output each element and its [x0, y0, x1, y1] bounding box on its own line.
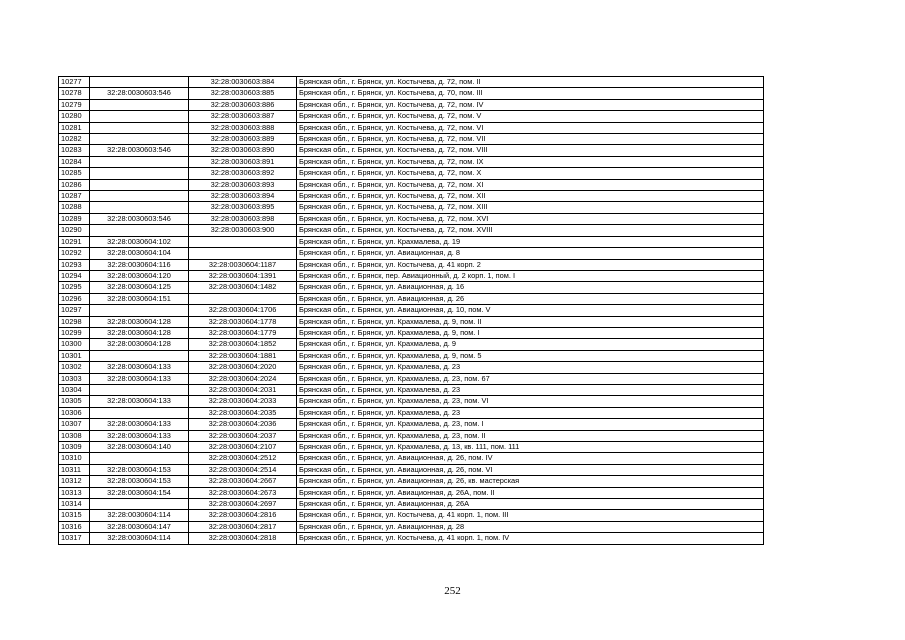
object-cadastral-number-cell: 32:28:0030604:2817	[189, 521, 297, 532]
cadastral-number-cell	[90, 111, 189, 122]
object-cadastral-number-cell: 32:28:0030604:2031	[189, 384, 297, 395]
cadastral-number-cell: 32:28:0030603:546	[90, 213, 189, 224]
table-row	[59, 88, 764, 99]
cadastral-number-cell: 32:28:0030604:116	[90, 259, 189, 270]
table-row	[59, 202, 764, 213]
object-cadastral-number-cell: 32:28:0030604:1187	[189, 259, 297, 270]
cadastral-number-cell: 32:28:0030604:114	[90, 510, 189, 521]
page-number: 252	[444, 585, 461, 597]
row-number-cell: 10302	[59, 362, 90, 373]
address-cell: Брянская обл., г. Брянск, ул. Крахмалева, д. 23	[297, 384, 764, 395]
object-cadastral-number-cell: 32:28:0030603:884	[189, 77, 297, 88]
row-number-cell: 10293	[59, 259, 90, 270]
row-number-cell: 10285	[59, 168, 90, 179]
row-number-cell: 10279	[59, 99, 90, 110]
cadastral-number-cell: 32:28:0030604:147	[90, 521, 189, 532]
row-number-cell: 10291	[59, 236, 90, 247]
cadastral-number-cell: 32:28:0030604:151	[90, 293, 189, 304]
object-cadastral-number-cell: 32:28:0030603:900	[189, 225, 297, 236]
cadastral-number-cell	[90, 350, 189, 361]
table-row	[59, 77, 764, 88]
address-cell: Брянская обл., г. Брянск, ул. Костычева, д. 72, пом. XVIII	[297, 225, 764, 236]
row-number-cell: 10295	[59, 282, 90, 293]
address-cell: Брянская обл., г. Брянск, ул. Авиационная, д. 28	[297, 521, 764, 532]
row-number-cell: 10298	[59, 316, 90, 327]
row-number-cell: 10294	[59, 270, 90, 281]
object-cadastral-number-cell: 32:28:0030604:2816	[189, 510, 297, 521]
object-cadastral-number-cell: 32:28:0030604:1852	[189, 339, 297, 350]
table-row	[59, 111, 764, 122]
object-cadastral-number-cell: 32:28:0030604:1482	[189, 282, 297, 293]
row-number-cell: 10287	[59, 191, 90, 202]
table-row	[59, 316, 764, 327]
address-cell: Брянская обл., г. Брянск, ул. Крахмалева, д. 23	[297, 362, 764, 373]
object-cadastral-number-cell: 32:28:0030604:1778	[189, 316, 297, 327]
cadastral-number-cell: 32:28:0030604:128	[90, 327, 189, 338]
table-row	[59, 339, 764, 350]
address-cell: Брянская обл., г. Брянск, ул. Костычева, д. 72, пом. VI	[297, 122, 764, 133]
address-cell: Брянская обл., г. Брянск, ул. Крахмалева, д. 9, пом. II	[297, 316, 764, 327]
table-row	[59, 213, 764, 224]
address-cell: Брянская обл., г. Брянск, ул. Авиационная, д. 8	[297, 248, 764, 259]
row-number-cell: 10316	[59, 521, 90, 532]
row-number-cell: 10277	[59, 77, 90, 88]
table-row	[59, 476, 764, 487]
object-cadastral-number-cell: 32:28:0030603:887	[189, 111, 297, 122]
table-row	[59, 293, 764, 304]
object-cadastral-number-cell: 32:28:0030604:2036	[189, 419, 297, 430]
table-row	[59, 122, 764, 133]
object-cadastral-number-cell: 32:28:0030603:895	[189, 202, 297, 213]
address-cell: Брянская обл., г. Брянск, ул. Костычева, д. 72, пом. VII	[297, 134, 764, 145]
cadastral-number-cell: 32:28:0030604:114	[90, 533, 189, 544]
row-number-cell: 10292	[59, 248, 90, 259]
object-cadastral-number-cell: 32:28:0030603:886	[189, 99, 297, 110]
address-cell: Брянская обл., г. Брянск, ул. Крахмалева, д. 23, пом. II	[297, 430, 764, 441]
cadastral-number-cell: 32:28:0030604:104	[90, 248, 189, 259]
address-cell: Брянская обл., г. Брянск, ул. Крахмалева, д. 23, пом. VI	[297, 396, 764, 407]
object-cadastral-number-cell: 32:28:0030603:891	[189, 156, 297, 167]
table-row	[59, 442, 764, 453]
cadastral-number-cell: 32:28:0030604:153	[90, 464, 189, 475]
address-cell: Брянская обл., г. Брянск, ул. Крахмалева, д. 23	[297, 407, 764, 418]
address-cell: Брянская обл., г. Брянск, ул. Крахмалева, д. 9, пом. I	[297, 327, 764, 338]
address-cell: Брянская обл., г. Брянск, ул. Авиационная, д. 26А, пом. II	[297, 487, 764, 498]
row-number-cell: 10315	[59, 510, 90, 521]
object-cadastral-number-cell	[189, 236, 297, 247]
row-number-cell: 10305	[59, 396, 90, 407]
row-number-cell: 10307	[59, 419, 90, 430]
object-cadastral-number-cell: 32:28:0030604:2697	[189, 499, 297, 510]
table-row	[59, 384, 764, 395]
cadastral-number-cell	[90, 225, 189, 236]
address-cell: Брянская обл., г. Брянск, ул. Костычева, д. 72, пом. XII	[297, 191, 764, 202]
address-cell: Брянская обл., г. Брянск, ул. Крахмалева, д. 13, кв. 111, пом. 111	[297, 442, 764, 453]
row-number-cell: 10299	[59, 327, 90, 338]
address-cell: Брянская обл., г. Брянск, ул. Авиационная, д. 10, пом. V	[297, 305, 764, 316]
row-number-cell: 10278	[59, 88, 90, 99]
registry-table	[58, 76, 764, 545]
address-cell: Брянская обл., г. Брянск, ул. Костычева, д. 72, пом. XIII	[297, 202, 764, 213]
cadastral-number-cell: 32:28:0030604:133	[90, 373, 189, 384]
cadastral-number-cell	[90, 384, 189, 395]
object-cadastral-number-cell: 32:28:0030603:892	[189, 168, 297, 179]
cadastral-number-cell	[90, 305, 189, 316]
row-number-cell: 10311	[59, 464, 90, 475]
object-cadastral-number-cell: 32:28:0030604:1881	[189, 350, 297, 361]
address-cell: Брянская обл., г. Брянск, ул. Костычева, д. 41 корп. 2	[297, 259, 764, 270]
row-number-cell: 10314	[59, 499, 90, 510]
cadastral-number-cell: 32:28:0030604:153	[90, 476, 189, 487]
row-number-cell: 10304	[59, 384, 90, 395]
address-cell: Брянская обл., г. Брянск, ул. Костычева, д. 72, пом. II	[297, 77, 764, 88]
cadastral-number-cell: 32:28:0030604:140	[90, 442, 189, 453]
address-cell: Брянская обл., г. Брянск, ул. Крахмалева, д. 19	[297, 236, 764, 247]
cadastral-number-cell: 32:28:0030604:133	[90, 430, 189, 441]
cadastral-number-cell: 32:28:0030604:120	[90, 270, 189, 281]
address-cell: Брянская обл., г. Брянск, ул. Костычева, д. 41 корп. 1, пом. III	[297, 510, 764, 521]
table-row	[59, 248, 764, 259]
cadastral-number-cell: 32:28:0030604:133	[90, 362, 189, 373]
table-row	[59, 236, 764, 247]
registry-table-body	[59, 77, 764, 545]
row-number-cell: 10286	[59, 179, 90, 190]
table-row	[59, 430, 764, 441]
cadastral-number-cell	[90, 99, 189, 110]
row-number-cell: 10300	[59, 339, 90, 350]
cadastral-number-cell	[90, 453, 189, 464]
address-cell: Брянская обл., г. Брянск, ул. Костычева, д. 72, пом. XI	[297, 179, 764, 190]
cadastral-number-cell: 32:28:0030604:154	[90, 487, 189, 498]
cadastral-number-cell	[90, 499, 189, 510]
row-number-cell: 10288	[59, 202, 90, 213]
table-row	[59, 179, 764, 190]
address-cell: Брянская обл., г. Брянск, ул. Авиационная, д. 16	[297, 282, 764, 293]
address-cell: Брянская обл., г. Брянск, ул. Костычева, д. 72, пом. V	[297, 111, 764, 122]
object-cadastral-number-cell: 32:28:0030603:885	[189, 88, 297, 99]
row-number-cell: 10306	[59, 407, 90, 418]
cadastral-number-cell	[90, 179, 189, 190]
cadastral-number-cell	[90, 156, 189, 167]
cadastral-number-cell	[90, 407, 189, 418]
table-row	[59, 270, 764, 281]
address-cell: Брянская обл., г. Брянск, ул. Костычева, д. 72, пом. X	[297, 168, 764, 179]
address-cell: Брянская обл., г. Брянск, ул. Костычева, д. 72, пом. IV	[297, 99, 764, 110]
object-cadastral-number-cell: 32:28:0030604:2667	[189, 476, 297, 487]
table-row	[59, 499, 764, 510]
address-cell: Брянская обл., г. Брянск, ул. Крахмалева, д. 9, пом. 5	[297, 350, 764, 361]
object-cadastral-number-cell: 32:28:0030603:898	[189, 213, 297, 224]
row-number-cell: 10303	[59, 373, 90, 384]
object-cadastral-number-cell: 32:28:0030604:2818	[189, 533, 297, 544]
table-row	[59, 225, 764, 236]
table-row	[59, 327, 764, 338]
address-cell: Брянская обл., г. Брянск, ул. Крахмалева, д. 23, пом. 67	[297, 373, 764, 384]
object-cadastral-number-cell: 32:28:0030603:890	[189, 145, 297, 156]
object-cadastral-number-cell: 32:28:0030604:2037	[189, 430, 297, 441]
object-cadastral-number-cell: 32:28:0030603:889	[189, 134, 297, 145]
address-cell: Брянская обл., г. Брянск, ул. Авиационная, д. 26, кв. мастерская	[297, 476, 764, 487]
object-cadastral-number-cell: 32:28:0030603:888	[189, 122, 297, 133]
object-cadastral-number-cell: 32:28:0030604:2512	[189, 453, 297, 464]
row-number-cell: 10283	[59, 145, 90, 156]
object-cadastral-number-cell: 32:28:0030604:2035	[189, 407, 297, 418]
table-row	[59, 487, 764, 498]
object-cadastral-number-cell: 32:28:0030603:893	[189, 179, 297, 190]
cadastral-number-cell: 32:28:0030604:125	[90, 282, 189, 293]
object-cadastral-number-cell	[189, 248, 297, 259]
table-row	[59, 419, 764, 430]
row-number-cell: 10280	[59, 111, 90, 122]
object-cadastral-number-cell: 32:28:0030604:2020	[189, 362, 297, 373]
cadastral-number-cell	[90, 191, 189, 202]
table-row	[59, 134, 764, 145]
table-row	[59, 396, 764, 407]
table-row	[59, 350, 764, 361]
cadastral-number-cell: 32:28:0030604:102	[90, 236, 189, 247]
object-cadastral-number-cell: 32:28:0030604:2673	[189, 487, 297, 498]
table-row	[59, 99, 764, 110]
object-cadastral-number-cell: 32:28:0030604:2107	[189, 442, 297, 453]
table-row	[59, 521, 764, 532]
object-cadastral-number-cell: 32:28:0030604:2514	[189, 464, 297, 475]
cadastral-number-cell	[90, 168, 189, 179]
object-cadastral-number-cell: 32:28:0030604:1779	[189, 327, 297, 338]
cadastral-number-cell: 32:28:0030604:128	[90, 316, 189, 327]
address-cell: Брянская обл., г. Брянск, ул. Костычева, д. 72, пом. VIII	[297, 145, 764, 156]
table-row	[59, 305, 764, 316]
table-row	[59, 453, 764, 464]
address-cell: Брянская обл., г. Брянск, ул. Авиационная, д. 26А	[297, 499, 764, 510]
address-cell: Брянская обл., г. Брянск, пер. Авиационный, д. 2 корп. 1, пом. I	[297, 270, 764, 281]
row-number-cell: 10313	[59, 487, 90, 498]
row-number-cell: 10309	[59, 442, 90, 453]
cadastral-number-cell: 32:28:0030603:546	[90, 145, 189, 156]
table-row	[59, 156, 764, 167]
row-number-cell: 10289	[59, 213, 90, 224]
row-number-cell: 10282	[59, 134, 90, 145]
address-cell: Брянская обл., г. Брянск, ул. Авиационная, д. 26, пом. VI	[297, 464, 764, 475]
row-number-cell: 10297	[59, 305, 90, 316]
address-cell: Брянская обл., г. Брянск, ул. Авиационная, д. 26, пом. IV	[297, 453, 764, 464]
table-row	[59, 464, 764, 475]
row-number-cell: 10301	[59, 350, 90, 361]
cadastral-number-cell: 32:28:0030604:128	[90, 339, 189, 350]
object-cadastral-number-cell: 32:28:0030603:894	[189, 191, 297, 202]
table-row	[59, 373, 764, 384]
address-cell: Брянская обл., г. Брянск, ул. Крахмалева, д. 23, пом. I	[297, 419, 764, 430]
table-row	[59, 510, 764, 521]
table-row	[59, 407, 764, 418]
object-cadastral-number-cell	[189, 293, 297, 304]
address-cell: Брянская обл., г. Брянск, ул. Костычева, д. 41 корп. 1, пом. IV	[297, 533, 764, 544]
object-cadastral-number-cell: 32:28:0030604:1706	[189, 305, 297, 316]
row-number-cell: 10317	[59, 533, 90, 544]
cadastral-number-cell	[90, 202, 189, 213]
row-number-cell: 10281	[59, 122, 90, 133]
address-cell: Брянская обл., г. Брянск, ул. Костычева, д. 72, пом. IX	[297, 156, 764, 167]
table-row	[59, 168, 764, 179]
row-number-cell: 10284	[59, 156, 90, 167]
row-number-cell: 10296	[59, 293, 90, 304]
table-row	[59, 145, 764, 156]
row-number-cell: 10312	[59, 476, 90, 487]
address-cell: Брянская обл., г. Брянск, ул. Крахмалева, д. 9	[297, 339, 764, 350]
table-row	[59, 191, 764, 202]
address-cell: Брянская обл., г. Брянск, ул. Авиационная, д. 26	[297, 293, 764, 304]
address-cell: Брянская обл., г. Брянск, ул. Костычева, д. 72, пом. XVI	[297, 213, 764, 224]
cadastral-number-cell	[90, 122, 189, 133]
object-cadastral-number-cell: 32:28:0030604:2024	[189, 373, 297, 384]
table-row	[59, 533, 764, 544]
cadastral-number-cell: 32:28:0030604:133	[90, 419, 189, 430]
cadastral-number-cell	[90, 134, 189, 145]
row-number-cell: 10308	[59, 430, 90, 441]
cadastral-number-cell: 32:28:0030603:546	[90, 88, 189, 99]
row-number-cell: 10290	[59, 225, 90, 236]
row-number-cell: 10310	[59, 453, 90, 464]
table-row	[59, 362, 764, 373]
table-row	[59, 259, 764, 270]
object-cadastral-number-cell: 32:28:0030604:2033	[189, 396, 297, 407]
cadastral-number-cell	[90, 77, 189, 88]
cadastral-number-cell: 32:28:0030604:133	[90, 396, 189, 407]
address-cell: Брянская обл., г. Брянск, ул. Костычева, д. 70, пом. III	[297, 88, 764, 99]
object-cadastral-number-cell: 32:28:0030604:1391	[189, 270, 297, 281]
table-row	[59, 282, 764, 293]
